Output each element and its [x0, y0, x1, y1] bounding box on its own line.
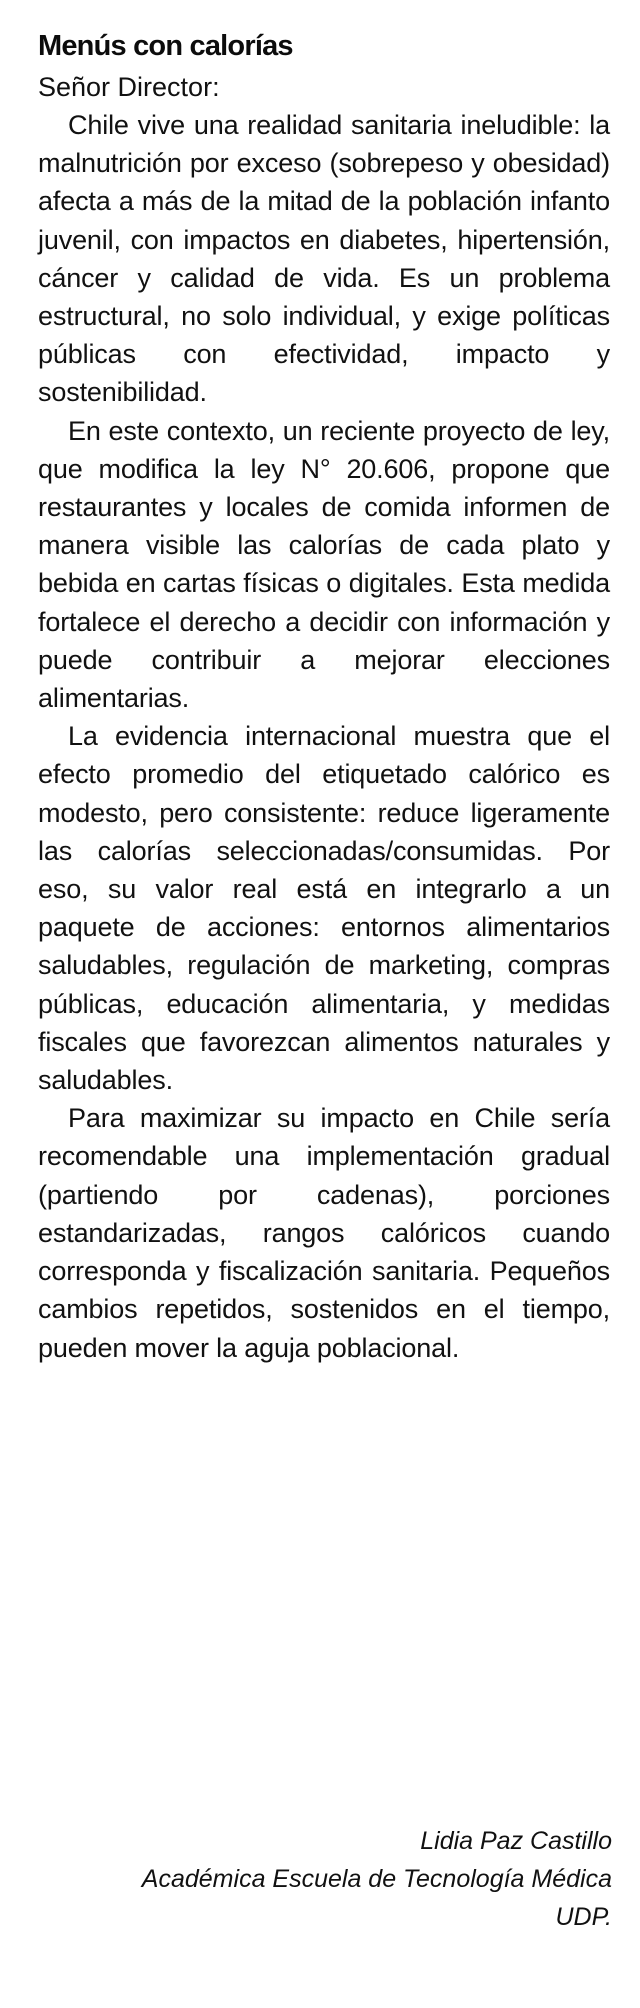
author-name: Lidia Paz Castillo — [420, 1827, 612, 1855]
signature-block — [142, 1822, 612, 1936]
paragraph-3: La evidencia internacional muestra que el efecto promedio del etiquetado calórico es modesto, pero consistente: reduce ligeramente las calorías seleccionadas/consumidas. Por eso, su valor real está en integrarlo a un paquete de acciones: entornos alimentarios saludables, regulación de marketing, compras públicas, educación alimentaria, y medidas fiscales que favorezcan alimentos naturales y saludables. — [38, 721, 610, 1096]
paragraph-4: Para maximizar su impacto en Chile sería recomendable una implementación gradual (partiendo por cadenas), porciones estandarizadas, rangos calóricos cuando corresponda y fiscalización sanitaria. Pequeños cambios repetidos, sostenidos en el tiempo, pueden mover la aguja poblacional. — [38, 1103, 610, 1363]
paragraph-1: Chile vive una realidad sanitaria ineludible: la malnutrición por exceso (sobrepeso y obesidad) afecta a más de la mitad de la población infanto juvenil, con impactos en diabetes, hipertensión, cáncer y calidad de vida. Es un problema estructural, no solo individual, y exige políticas públicas con efectividad, impacto y sostenibilidad. — [38, 110, 610, 408]
paragraph-2: En este contexto, un reciente proyecto de ley, que modifica la ley N° 20.606, propone que restaurantes y locales de comida informen de manera visible las calorías de cada plato y bebida en cartas físicas o digitales. Esta medida fortalece el derecho a decidir con información y puede contribuir a mejorar elecciones alimentarias. — [38, 415, 610, 714]
author-institution: UDP. — [555, 1903, 612, 1931]
letter-title: Menús con calorías — [38, 30, 293, 62]
author-position: Académica Escuela de Tecnología Médica — [141, 1865, 612, 1893]
salutation: Señor Director: — [38, 72, 220, 102]
